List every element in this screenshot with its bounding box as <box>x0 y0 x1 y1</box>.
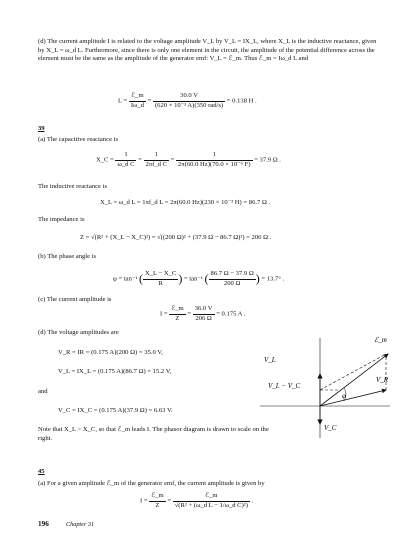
equation-VR: V_R = IR = (0.175 A)(200 Ω) = 35.0 V, <box>58 349 163 356</box>
dashed-line-top <box>320 354 386 390</box>
part-d-intro: (d) The current amplitude I is related to the voltage amplitude V_L by V_L = IX_L, where X_L is the inductive reactance, given by X_L = ω_d L. Furthermore, since there is only one element in the circuit, the amplitude of the potential difference across the element must be the same as the amplitude of the generator emf: V_L = ℰ_m. Thus ℰ_m = Iω_d L and <box>38 38 377 63</box>
part-a-label: (a) The capacitive reactance is <box>38 136 119 143</box>
and-text: and <box>38 388 48 395</box>
equation-Z: Z = √(R² + (X_L − X_C)²) = √((200 Ω)² + (37.9 Ω − 86.7 Ω)²) = 206 Ω . <box>80 234 272 241</box>
part-c-label: (c) The current amplitude is <box>38 296 112 303</box>
equation-L: L = $\frac{\text{ℰ\_m}}{I\omega\_d}$ = $\frac{30.0 V}{\text{(620 × 10⁻³ A)(350 rad/s)}}$ = 0.138 H . <box>118 92 257 109</box>
equation-I: I = $\frac{\text{ℰ\_m}}{Z}$ = $\frac{36.0 V}{206 \Omega}$ = 0.175 A . <box>160 305 246 322</box>
equation-45: I = $\frac{\text{ℰ\_m}}{Z}$ = $\frac{\text{ℰ\_m}}{\text{√(R² + (ω\_d L − 1/ω\_d C)²)}}$ . <box>140 492 254 509</box>
vr-label: V_R <box>376 376 389 384</box>
vc-label: V_C <box>324 424 337 432</box>
part-45a-label: (a) For a given amplitude ℰ_m of the generator emf, the current amplitude is given by <box>38 480 265 487</box>
impedance-text: The impedance is <box>38 216 85 223</box>
vl-label: V_L <box>264 356 276 364</box>
chapter-label: Chapter 31 <box>66 521 95 528</box>
phasor-diagram <box>238 330 396 442</box>
equation-phi: φ = tan⁻¹ ( $\frac{X\_L - X\_C}{R}$ ) = tan⁻¹ ( $\frac{86.7 \Omega - 37.9 \Omega}{200 \Omega}$ ) = 13.7° . <box>113 270 285 287</box>
phi-label: φ <box>342 392 346 400</box>
note-text: Note that X_L > X_C, so that ℰ_m leads I. The phasor diagram is drawn to scale on the right. <box>38 426 269 442</box>
vl-minus-vc-label: V_L − V_C <box>268 382 301 390</box>
part-d2-label: (d) The voltage amplitudes are <box>38 329 119 336</box>
equation-VC: V_C = IX_C = (0.175 A)(37.9 Ω) = 6.63 V. <box>58 407 173 414</box>
problem-number-39: 39 <box>38 125 45 132</box>
part-b-label: (b) The phase angle is <box>38 253 97 260</box>
problem-number-45: 45 <box>38 468 45 475</box>
equation-XL: X_L = ω_d L = 1πf_d L = 2π(60.0 Hz)(230 × 10⁻³ H) = 86.7 Ω . <box>100 199 271 206</box>
inductive-text: The inductive reactance is <box>38 183 108 190</box>
page-number: 196 <box>38 520 49 528</box>
equation-VL: V_L = IX_L = (0.175 A)(86.7 Ω) = 15.2 V, <box>58 368 172 375</box>
equation-Xc: X_C = $\frac{1}{\text{ω\_d C}}$ = $\frac{1}{\text{2πf\_d C}}$ = $\frac{1}{\text{2π(60.0 Hz)(70.0 × 10⁻⁶ F)}}$ = 37.9 Ω . <box>96 151 281 168</box>
em-label: ℰ_m <box>374 336 387 344</box>
